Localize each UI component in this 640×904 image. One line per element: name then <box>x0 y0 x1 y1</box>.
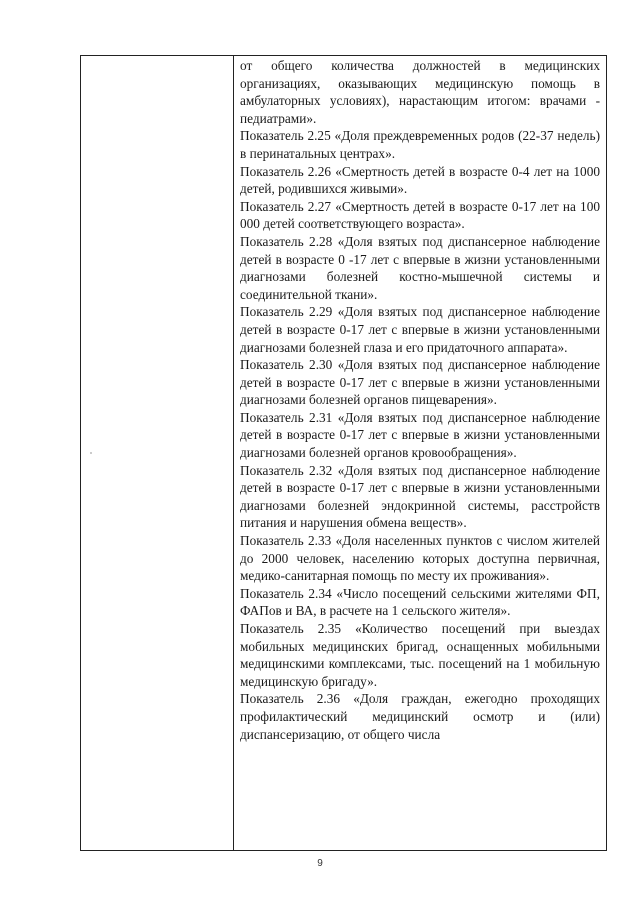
paragraph: Показатель 2.29 «Доля взятых под диспансерное наблюдение детей в возрасте 0-17 лет с впервые в жизни установленными диагнозами болезней глаза и его придаточного аппарата». <box>240 304 600 355</box>
paragraph: от общего количества должностей в медицинских организациях, оказывающих медицинскую помощь в амбулаторных условиях), нарастающим итогом: врачами - педиатрами». <box>240 58 600 126</box>
table-cell-right <box>240 57 600 743</box>
paragraph: Показатель 2.34 «Число посещений сельскими жителями ФП, ФАПов и ВА, в расчете на 1 сельского жителя». <box>240 585 600 619</box>
scan-artifact <box>90 452 92 454</box>
page-number: 9 <box>317 858 323 869</box>
paragraph: Показатель 2.26 «Смертность детей в возрасте 0-4 лет на 1000 детей, родившихся живыми». <box>240 163 600 197</box>
paragraph: Показатель 2.36 «Доля граждан, ежегодно проходящих профилактический медицинский осмотр и (или) диспансеризацию, от общего числа <box>240 691 600 742</box>
paragraph: Показатель 2.28 «Доля взятых под диспансерное наблюдение детей в возрасте 0 -17 лет с впервые в жизни установленными диагнозами болезней костно-мышечной системы и соединительной ткани». <box>240 233 600 302</box>
paragraph: Показатель 2.25 «Доля преждевременных родов (22-37 недель) в перинатальных центрах». <box>240 128 600 161</box>
paragraph: Показатель 2.32 «Доля взятых под диспансерное наблюдение детей в возрасте 0-17 лет с впервые в жизни установленными диагнозами болезней эндокринной системы, расстройств питания и нарушения обмена веществ». <box>240 462 600 531</box>
column-divider <box>233 55 234 851</box>
paragraph: Показатель 2.35 «Количество посещений при выездах мобильных медицинских бригад, оснащенных мобильными медицинскими комплексами, тыс. посещений на 1 мобильную медицинскую бригаду». <box>240 621 600 689</box>
paragraph: Показатель 2.30 «Доля взятых под диспансерное наблюдение детей в возрасте 0-17 лет с впервые в жизни установленными диагнозами болезней органов пищеварения». <box>240 357 600 408</box>
paragraph: Показатель 2.31 «Доля взятых под диспансерное наблюдение детей в возрасте 0-17 лет с впервые в жизни установленными диагнозами болезней органов кровообращения». <box>240 409 600 461</box>
paragraph: Показатель 2.27 «Смертность детей в возрасте 0-17 лет на 100 000 детей соответствующего возраста». <box>240 198 600 232</box>
paragraph: Показатель 2.33 «Доля населенных пунктов с числом жителей до 2000 человек, населению которых доступна первичная, медико-санитарная помощь по месту их проживания». <box>240 533 600 584</box>
